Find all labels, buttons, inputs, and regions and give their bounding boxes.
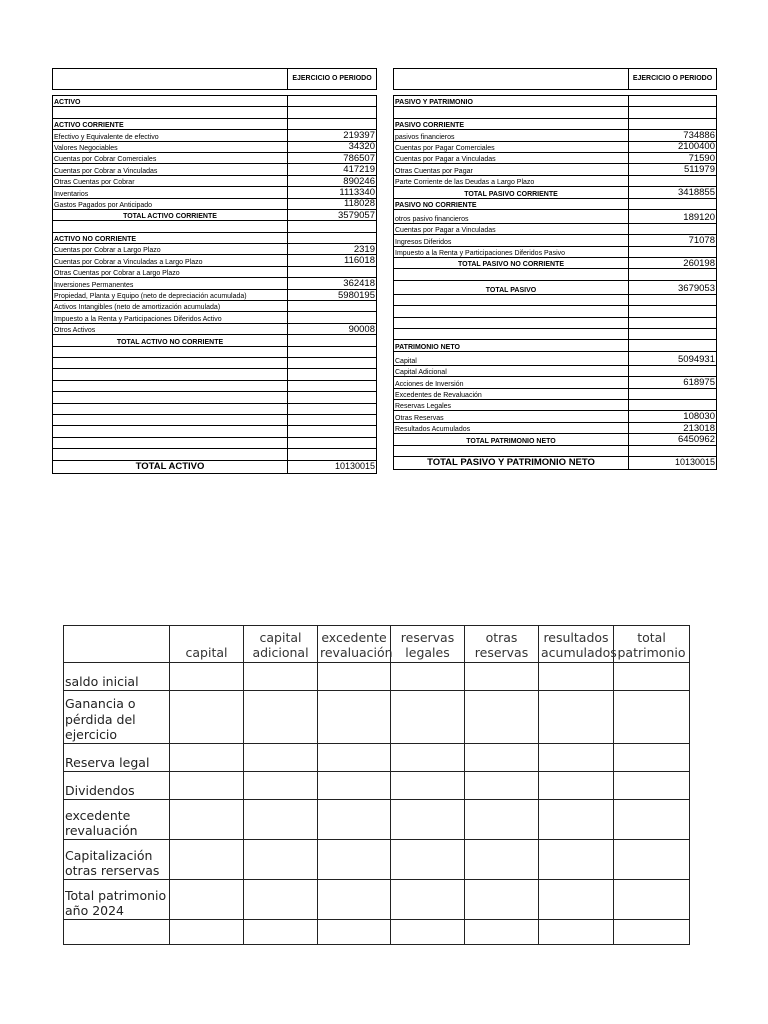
equity-cell	[614, 744, 690, 772]
equity-cell	[318, 744, 391, 772]
row-value	[629, 329, 717, 340]
equity-cell	[244, 800, 318, 840]
equity-row-label: Dividendos	[64, 772, 170, 800]
balance-row	[53, 312, 377, 323]
row-label	[53, 369, 288, 380]
balance-row	[394, 258, 717, 269]
row-label: TOTAL PASIVO	[394, 280, 629, 294]
row-value	[288, 312, 377, 323]
row-label: Otras Cuentas por Pagar	[394, 164, 629, 175]
equity-cell	[465, 920, 539, 945]
balance-row	[53, 323, 377, 334]
row-label	[53, 107, 288, 118]
equity-cell	[244, 663, 318, 691]
row-value: 71078	[629, 235, 717, 246]
equity-cell	[170, 880, 244, 920]
equity-column-header: otras reservas	[465, 626, 539, 663]
row-label: Cuentas por Cobrar a Vinculadas	[53, 164, 288, 175]
header-period: EJERCICIO O PERIODO	[288, 69, 377, 90]
equity-cell	[244, 840, 318, 880]
total-assets-label: TOTAL ACTIVO	[53, 460, 288, 473]
equity-row-label: excedente revaluación	[64, 800, 170, 840]
balance-row	[394, 130, 717, 141]
equity-cell	[318, 920, 391, 945]
row-label: Resultados Acumulados	[394, 422, 629, 433]
equity-row	[64, 800, 690, 840]
balance-sheet-assets-table	[52, 68, 377, 474]
equity-header-row	[64, 626, 690, 663]
equity-cell	[391, 800, 465, 840]
row-value: 3418855	[629, 187, 717, 198]
equity-cell	[170, 772, 244, 800]
row-value: 511979	[629, 164, 717, 175]
balance-row	[394, 365, 717, 376]
row-value	[288, 403, 377, 414]
row-label: Inversiones Permanentes	[53, 278, 288, 289]
balance-row	[394, 434, 717, 445]
row-label: PASIVO NO CORRIENTE	[394, 198, 629, 209]
equity-cell	[614, 772, 690, 800]
equity-column-header	[64, 626, 170, 663]
row-label	[53, 392, 288, 403]
row-value: 1113340	[288, 187, 377, 198]
balance-row	[53, 198, 377, 209]
equity-cell	[614, 800, 690, 840]
equity-cell	[244, 691, 318, 744]
equity-cell	[465, 744, 539, 772]
row-label	[394, 317, 629, 328]
balance-row	[53, 130, 377, 141]
equity-cell	[391, 920, 465, 945]
row-label: pasivos financieros	[394, 130, 629, 141]
row-value: 3679053	[629, 280, 717, 294]
balance-row	[394, 175, 717, 186]
balance-row	[394, 198, 717, 209]
balance-row	[53, 152, 377, 163]
row-label	[394, 107, 629, 118]
balance-row	[394, 269, 717, 280]
balance-row	[53, 164, 377, 175]
row-value: 219397	[288, 130, 377, 141]
equity-cell	[614, 663, 690, 691]
row-label: Acciones de Inversión	[394, 377, 629, 388]
equity-column-header: reservas legales	[391, 626, 465, 663]
balance-row	[394, 399, 717, 410]
row-label	[53, 437, 288, 448]
equity-row	[64, 691, 690, 744]
equity-cell	[391, 691, 465, 744]
equity-cell	[539, 691, 614, 744]
row-label: Efectivo y Equivalente de efectivo	[53, 130, 288, 141]
row-value	[629, 175, 717, 186]
balance-row	[394, 388, 717, 399]
balance-row	[394, 411, 717, 422]
row-value	[288, 426, 377, 437]
equity-cell	[465, 840, 539, 880]
header-period: EJERCICIO O PERIODO	[629, 69, 717, 90]
row-label: Cuentas por Pagar a Vinculadas	[394, 152, 629, 163]
row-label: Capital Adicional	[394, 365, 629, 376]
balance-row	[53, 403, 377, 414]
row-value	[629, 107, 717, 118]
row-label: Cuentas por Cobrar a Vinculadas a Largo Plazo	[53, 255, 288, 266]
row-value	[629, 365, 717, 376]
balance-row	[53, 301, 377, 312]
row-label	[53, 414, 288, 425]
row-label: Impuesto a la Renta y Participaciones Diferidos Activo	[53, 312, 288, 323]
equity-cell	[318, 772, 391, 800]
row-label	[53, 449, 288, 460]
equity-row	[64, 772, 690, 800]
row-label: PASIVO Y PATRIMONIO	[394, 96, 629, 107]
balance-row	[394, 141, 717, 152]
row-value	[288, 266, 377, 277]
equity-row	[64, 920, 690, 945]
row-value: 890246	[288, 175, 377, 186]
balance-row	[53, 335, 377, 346]
row-value: 213018	[629, 422, 717, 433]
balance-row	[53, 346, 377, 357]
row-value	[288, 335, 377, 346]
row-value	[288, 357, 377, 368]
row-label: Ingresos Diferidos	[394, 235, 629, 246]
row-value	[629, 294, 717, 305]
row-value	[629, 96, 717, 107]
balance-row	[53, 369, 377, 380]
row-label: TOTAL PATRIMONIO NETO	[394, 434, 629, 445]
row-label: Cuentas por Pagar a Vinculadas	[394, 223, 629, 234]
row-label	[53, 221, 288, 232]
row-label: TOTAL PASIVO CORRIENTE	[394, 187, 629, 198]
assets-rows	[53, 96, 377, 461]
balance-row	[53, 221, 377, 232]
row-value	[629, 445, 717, 456]
equity-cell	[244, 744, 318, 772]
row-label	[394, 445, 629, 456]
equity-cell	[170, 663, 244, 691]
equity-cell	[465, 800, 539, 840]
equity-cell	[391, 880, 465, 920]
balance-row	[394, 445, 717, 456]
row-label: Otras Reservas	[394, 411, 629, 422]
equity-cell	[614, 880, 690, 920]
equity-cell	[318, 840, 391, 880]
row-value: 108030	[629, 411, 717, 422]
row-value: 417219	[288, 164, 377, 175]
row-label	[394, 294, 629, 305]
row-value	[288, 414, 377, 425]
balance-row	[53, 426, 377, 437]
row-value	[629, 340, 717, 351]
balance-row	[394, 317, 717, 328]
row-value: 118028	[288, 198, 377, 209]
header-blank	[394, 69, 629, 90]
equity-row	[64, 744, 690, 772]
balance-row	[53, 118, 377, 129]
balance-row	[394, 107, 717, 118]
row-label: ACTIVO CORRIENTE	[53, 118, 288, 129]
equity-cell	[465, 880, 539, 920]
equity-cell	[539, 663, 614, 691]
row-value	[288, 96, 377, 107]
row-value	[288, 118, 377, 129]
row-value	[288, 346, 377, 357]
row-label: Activos Intangibles (neto de amortización acumulada)	[53, 301, 288, 312]
row-label	[53, 403, 288, 414]
row-label: Capital	[394, 351, 629, 365]
row-label: Gastos Pagados por Anticipado	[53, 198, 288, 209]
balance-row	[394, 351, 717, 365]
equity-row-label: Ganancia o pérdida del ejercicio	[64, 691, 170, 744]
equity-column-header: total patrimonio	[614, 626, 690, 663]
row-value	[288, 380, 377, 391]
row-value: 116018	[288, 255, 377, 266]
balance-row	[53, 437, 377, 448]
row-value	[288, 301, 377, 312]
equity-cell	[391, 744, 465, 772]
equity-column-header: capital	[170, 626, 244, 663]
row-value	[629, 399, 717, 410]
row-value: 5094931	[629, 351, 717, 365]
balance-row	[53, 232, 377, 243]
balance-row	[53, 96, 377, 107]
equity-row	[64, 663, 690, 691]
row-value: 786507	[288, 152, 377, 163]
balance-row	[53, 175, 377, 186]
balance-row	[394, 235, 717, 246]
balance-row	[394, 152, 717, 163]
row-value	[288, 232, 377, 243]
row-value: 734886	[629, 130, 717, 141]
equity-cell	[318, 800, 391, 840]
balance-row	[53, 278, 377, 289]
balance-row	[394, 340, 717, 351]
row-value: 5980195	[288, 289, 377, 300]
balance-row	[53, 449, 377, 460]
row-label: Inventarios	[53, 187, 288, 198]
row-value	[288, 449, 377, 460]
equity-row-label: Total patrimonio año 2024	[64, 880, 170, 920]
row-value: 90008	[288, 323, 377, 334]
row-label: PATRIMONIO NETO	[394, 340, 629, 351]
total-liabilities-equity-label: TOTAL PASIVO Y PATRIMONIO NETO	[394, 456, 629, 469]
equity-cell	[465, 663, 539, 691]
balance-row	[394, 96, 717, 107]
balance-row	[394, 118, 717, 129]
equity-column-header: capital adicional	[244, 626, 318, 663]
equity-row-label: saldo inicial	[64, 663, 170, 691]
row-value	[629, 306, 717, 317]
row-value: 34320	[288, 141, 377, 152]
balance-row	[394, 294, 717, 305]
balance-row	[394, 209, 717, 223]
row-label	[394, 306, 629, 317]
row-value	[629, 118, 717, 129]
balance-row	[394, 164, 717, 175]
equity-row	[64, 880, 690, 920]
balance-row	[53, 187, 377, 198]
row-label	[394, 269, 629, 280]
row-label: Otros Activos	[53, 323, 288, 334]
balance-row	[53, 289, 377, 300]
equity-cell	[318, 880, 391, 920]
equity-cell	[244, 920, 318, 945]
balance-row	[53, 414, 377, 425]
equity-cell	[170, 744, 244, 772]
equity-cell	[539, 920, 614, 945]
balance-row	[394, 422, 717, 433]
balance-row	[53, 380, 377, 391]
row-value: 6450962	[629, 434, 717, 445]
row-label: Cuentas por Cobrar a Largo Plazo	[53, 244, 288, 255]
balance-row	[394, 306, 717, 317]
row-value: 71590	[629, 152, 717, 163]
balance-row	[53, 107, 377, 118]
row-label	[53, 380, 288, 391]
row-label: TOTAL ACTIVO NO CORRIENTE	[53, 335, 288, 346]
equity-cell	[170, 840, 244, 880]
balance-row	[394, 329, 717, 340]
equity-cell	[539, 840, 614, 880]
balance-row	[53, 209, 377, 220]
equity-changes-table	[63, 625, 690, 945]
row-value	[288, 107, 377, 118]
row-value: 189120	[629, 209, 717, 223]
row-label: Parte Corriente de las Deudas a Largo Plazo	[394, 175, 629, 186]
equity-cell	[244, 880, 318, 920]
row-label: Otras Cuentas por Cobrar	[53, 175, 288, 186]
equity-cell	[614, 920, 690, 945]
equity-cell	[170, 800, 244, 840]
row-label: TOTAL ACTIVO CORRIENTE	[53, 209, 288, 220]
row-label	[53, 357, 288, 368]
row-label: TOTAL PASIVO NO CORRIENTE	[394, 258, 629, 269]
row-label: Cuentas por Pagar Comerciales	[394, 141, 629, 152]
equity-cell	[170, 920, 244, 945]
balance-row	[394, 377, 717, 388]
equity-cell	[465, 691, 539, 744]
row-label: Impuesto a la Renta y Participaciones Diferidos Pasivo	[394, 246, 629, 257]
row-label: otros pasivo financieros	[394, 209, 629, 223]
equity-cell	[539, 744, 614, 772]
equity-cell	[539, 800, 614, 840]
row-value: 362418	[288, 278, 377, 289]
row-label	[53, 346, 288, 357]
equity-cell	[465, 772, 539, 800]
row-label: Excedentes de Revaluación	[394, 388, 629, 399]
balance-row	[394, 223, 717, 234]
row-value	[288, 392, 377, 403]
equity-cell	[391, 840, 465, 880]
equity-cell	[318, 691, 391, 744]
equity-cell	[539, 880, 614, 920]
row-value	[629, 317, 717, 328]
row-label: Cuentas por Cobrar Comerciales	[53, 152, 288, 163]
row-value: 260198	[629, 258, 717, 269]
row-value	[629, 198, 717, 209]
row-value	[288, 221, 377, 232]
balance-row	[53, 357, 377, 368]
balance-sheet-liabilities-table	[393, 68, 717, 470]
equity-cell	[614, 691, 690, 744]
row-value	[288, 437, 377, 448]
row-value: 2319	[288, 244, 377, 255]
row-value	[288, 369, 377, 380]
row-value: 618975	[629, 377, 717, 388]
balance-row	[394, 187, 717, 198]
row-label	[394, 329, 629, 340]
balance-row	[53, 266, 377, 277]
equity-cell	[614, 840, 690, 880]
row-label: Propiedad, Planta y Equipo (neto de depreciación acumulada)	[53, 289, 288, 300]
header-blank	[53, 69, 288, 90]
row-label	[53, 426, 288, 437]
row-value	[629, 269, 717, 280]
balance-row	[53, 141, 377, 152]
row-value: 3579057	[288, 209, 377, 220]
equity-cell	[244, 772, 318, 800]
liabilities-rows	[394, 96, 717, 457]
row-value: 2100400	[629, 141, 717, 152]
balance-row	[53, 244, 377, 255]
row-label: PASIVO CORRIENTE	[394, 118, 629, 129]
equity-cell	[391, 663, 465, 691]
total-assets-value: 10130015	[288, 460, 377, 473]
row-value	[629, 223, 717, 234]
row-value	[629, 246, 717, 257]
equity-row-label	[64, 920, 170, 945]
row-label: Reservas Legales	[394, 399, 629, 410]
equity-column-header: resultados acumulados	[539, 626, 614, 663]
balance-row	[394, 280, 717, 294]
equity-cell	[391, 772, 465, 800]
row-label: Valores Negociables	[53, 141, 288, 152]
balance-row	[53, 255, 377, 266]
equity-cell	[170, 691, 244, 744]
equity-cell	[539, 772, 614, 800]
row-label: Otras Cuentas por Cobrar a Largo Plazo	[53, 266, 288, 277]
row-label: ACTIVO NO CORRIENTE	[53, 232, 288, 243]
equity-cell	[318, 663, 391, 691]
total-liabilities-equity-value: 10130015	[629, 456, 717, 469]
equity-row-label: Capitalización otras rerservas	[64, 840, 170, 880]
balance-row	[53, 392, 377, 403]
equity-row	[64, 840, 690, 880]
equity-column-header: excedente revaluación	[318, 626, 391, 663]
row-value	[629, 388, 717, 399]
equity-row-label: Reserva legal	[64, 744, 170, 772]
balance-row	[394, 246, 717, 257]
row-label: ACTIVO	[53, 96, 288, 107]
